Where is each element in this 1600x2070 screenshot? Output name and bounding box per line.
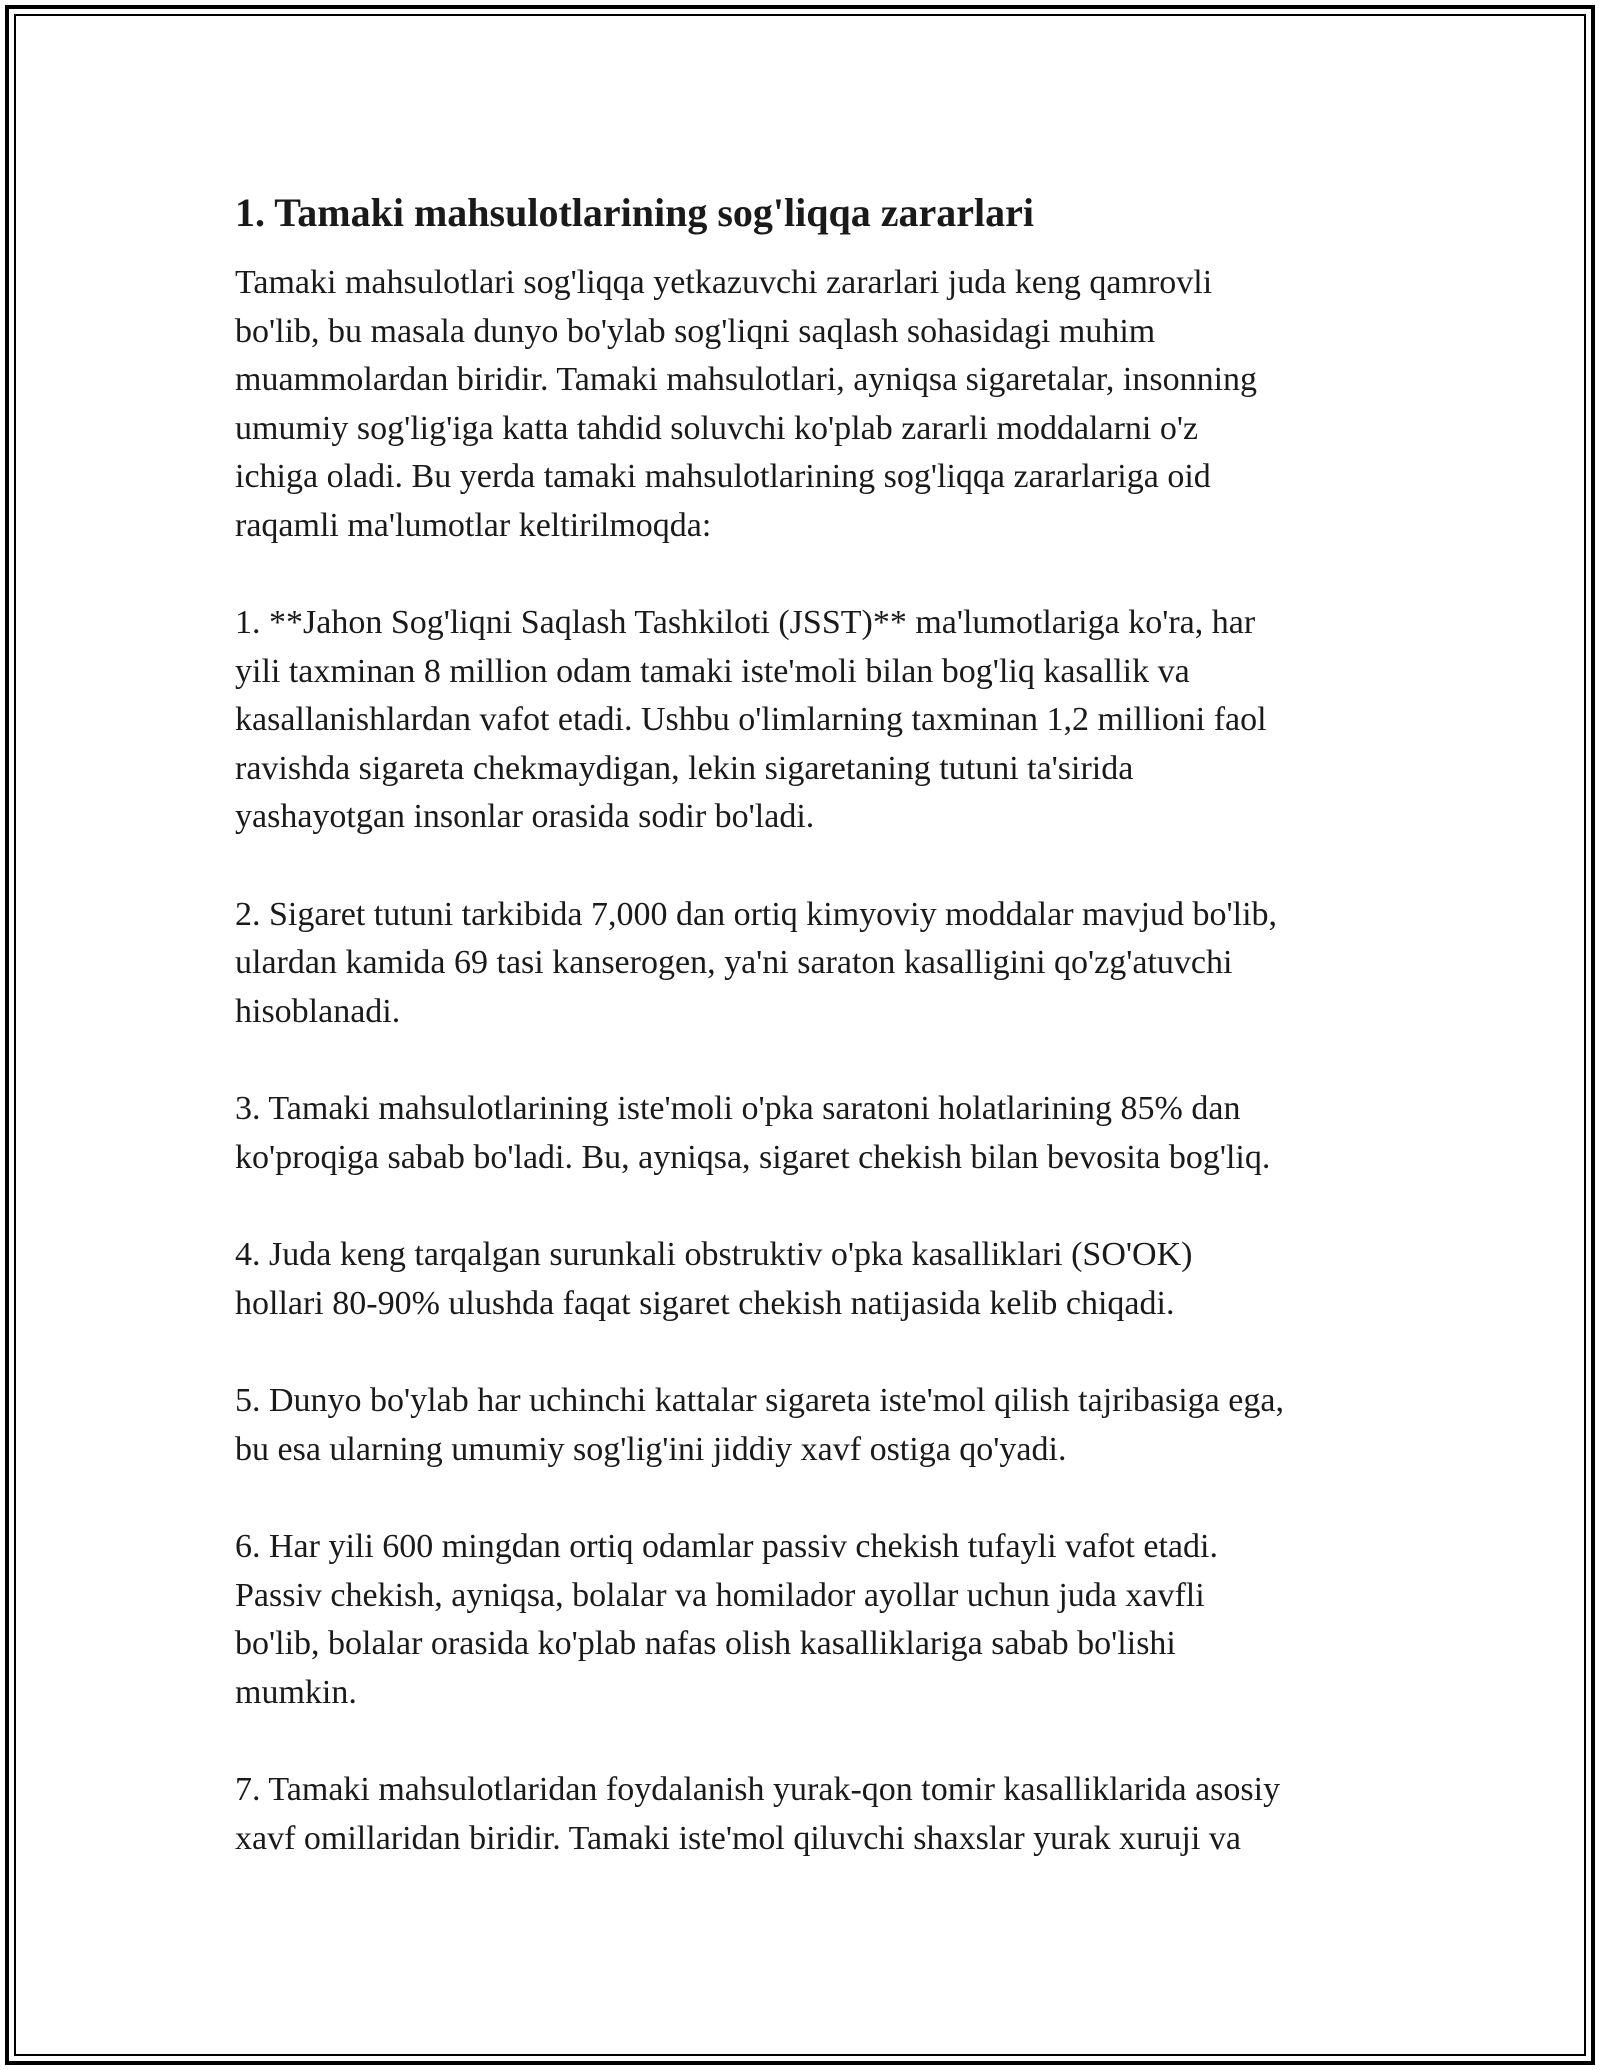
- paragraph-line: 5. Dunyo bo'ylab har uchinchi kattalar sigareta iste'mol qilish tajribasiga ega,: [235, 1382, 1284, 1419]
- paragraph-list: [235, 259, 1385, 1863]
- paragraph: [235, 1523, 1385, 1717]
- paragraph-line: bo'lib, bu masala dunyo bo'ylab sog'liqni saqlash sohasidagi muhim: [235, 312, 1156, 350]
- paragraph-line: bo'lib, bolalar orasida ko'plab nafas olish kasalliklariga sabab bo'lishi: [235, 1625, 1176, 1662]
- paragraph-line: 4. Juda keng tarqalgan surunkali obstruktiv o'pka kasalliklari (SO'OK): [235, 1236, 1193, 1273]
- paragraph-line: Passiv chekish, ayniqsa, bolalar va homilador ayollar uchun juda xavfli: [235, 1576, 1205, 1614]
- paragraph-line: hollari 80-90% ulushda faqat sigaret chekish natijasida kelib chiqadi.: [235, 1284, 1175, 1322]
- paragraph-line: 6. Har yili 600 mingdan ortiq odamlar passiv chekish tufayli vafot etadi.: [235, 1528, 1218, 1565]
- paragraph-line: ravishda sigareta chekmaydigan, lekin sigaretaning tutuni ta'sirida: [235, 749, 1134, 787]
- paragraph-line: bu esa ularning umumiy sog'lig'ini jiddiy xavf ostiga qo'yadi.: [235, 1430, 1067, 1468]
- paragraph-line: ichiga oladi. Bu yerda tamaki mahsulotlarining sog'liqqa zararlariga oid: [235, 458, 1211, 495]
- paragraph-line: yashayotgan insonlar orasida sodir bo'ladi.: [235, 798, 815, 835]
- paragraph: [235, 599, 1385, 842]
- paragraph-line: 7. Tamaki mahsulotlaridan foydalanish yurak-qon tomir kasalliklarida asosiy: [235, 1771, 1281, 1808]
- paragraph-line: kasallanishlardan vafot etadi. Ushbu o'limlarning taxminan 1,2 millioni faol: [235, 701, 1267, 738]
- paragraph: [235, 1085, 1385, 1182]
- paragraph: [235, 1766, 1385, 1863]
- document-body: [235, 185, 1385, 1912]
- section-heading: 1. Tamaki mahsulotlarining sog'liqqa zararlari: [235, 190, 1035, 235]
- paragraph-line: 3. Tamaki mahsulotlarining iste'moli o'pka saratoni holatlarining 85% dan: [235, 1090, 1241, 1127]
- paragraph: [235, 1377, 1385, 1474]
- paragraph: [235, 259, 1385, 550]
- paragraph: [235, 891, 1385, 1037]
- paragraph-line: hisoblanadi.: [235, 992, 401, 1030]
- paragraph-line: Tamaki mahsulotlari sog'liqqa yetkazuvchi zararlari juda keng qamrovli: [235, 264, 1213, 301]
- paragraph-line: mumkin.: [235, 1673, 357, 1711]
- paragraph-line: 2. Sigaret tutuni tarkibida 7,000 dan ortiq kimyoviy moddalar mavjud bo'lib,: [235, 895, 1278, 933]
- paragraph-line: ulardan kamida 69 tasi kanserogen, ya'ni saraton kasalligini qo'zg'atuvchi: [235, 944, 1233, 981]
- paragraph-line: xavf omillaridan biridir. Tamaki iste'mol qiluvchi shaxslar yurak xuruji va: [235, 1819, 1241, 1857]
- paragraph-line: muammolardan biridir. Tamaki mahsulotlari, ayniqsa sigaretalar, insonning: [235, 361, 1258, 398]
- paragraph-line: raqamli ma'lumotlar keltirilmoqda:: [235, 506, 712, 544]
- paragraph-line: 1. **Jahon Sog'liqni Saqlash Tashkiloti (JSST)** ma'lumotlariga ko'ra, har: [235, 604, 1256, 641]
- paragraph: [235, 1231, 1385, 1328]
- paragraph-line: yili taxminan 8 million odam tamaki iste'moli bilan bog'liq kasallik va: [235, 652, 1190, 690]
- paragraph-line: ko'proqiga sabab bo'ladi. Bu, ayniqsa, sigaret chekish bilan bevosita bog'liq.: [235, 1138, 1271, 1176]
- paragraph-line: umumiy sog'lig'iga katta tahdid soluvchi ko'plab zararli moddalarni o'z: [235, 409, 1199, 447]
